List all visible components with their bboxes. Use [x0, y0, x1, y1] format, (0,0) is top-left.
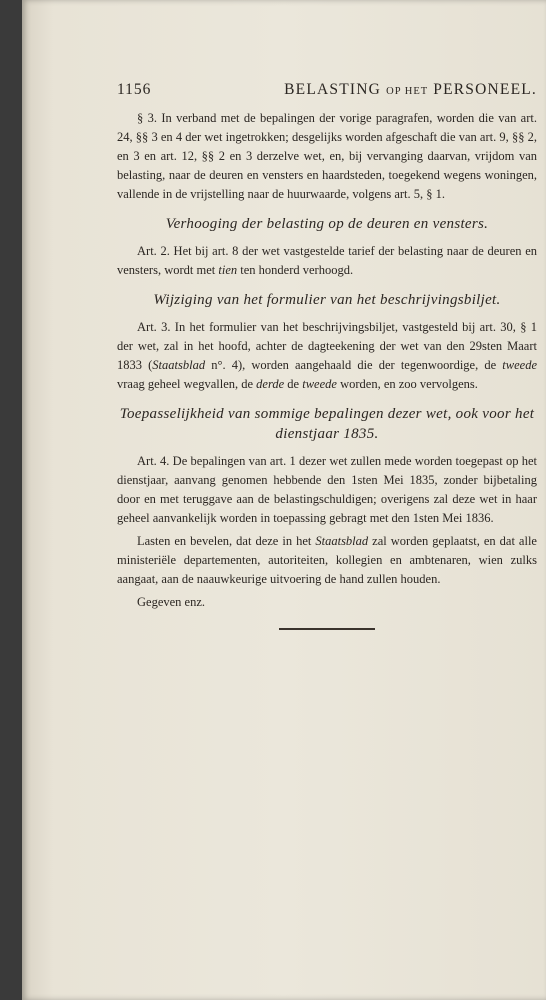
page-number: 1156 — [117, 81, 152, 98]
paragraph-art3: Art. 3. In het formulier van het beschrijvingsbiljet, vastgesteld bij art. 30, § 1 der wet, zal in het hoofd, achter de dagteekening der wet van den 29sten Maart 1833 (Staatsblad n°. 4), worden aangehaald die der tegenwoordige, de tweede vraag geheel wegvallen, de derde de tweede worden, en zoo vervolgens. — [117, 320, 537, 391]
section-heading-1: Verhooging der belasting op de deuren en vensters. — [165, 216, 489, 232]
paragraph-s3: § 3. In verband met de bepalingen der vorige paragrafen, worden die van art. 24, §§ 3 en 4 der wet ingetrokken; desgelijks worden afgeschaft die van art. 9, §§ 2, en 3 en art. 12, §§ 2 en 3 derzelve wet, en, bij vervanging daarvan, vrijdom van belasting, naar de deuren en vensters en haardsteden, toegekend wegens woningen, vallende in de vrijstelling naar de huurwaarde, volgens art. 5, § 1. — [117, 111, 537, 201]
paragraph-lasten: Lasten en bevelen, dat deze in het Staatsblad zal worden geplaatst, en dat alle ministeriële departementen, autoriteiten, kollegien en ambtenaren, wien zulks aangaat, aan de naauwkeurige uitvoering de hand zullen houden. — [117, 534, 537, 586]
paragraph-art2: Art. 2. Het bij art. 8 der wet vastgestelde tarief der belasting naar de deuren en vensters, wordt met tien ten honderd verhoogd. — [117, 244, 537, 277]
section-heading-2: Wijziging van het formulier van het beschrijvingsbiljet. — [153, 292, 501, 308]
closing-rule — [279, 628, 375, 630]
running-title: BELASTING OP HET PERSONEEL. — [284, 81, 537, 98]
page-content — [117, 80, 537, 630]
paragraph-gegeven: Gegeven enz. — [137, 595, 206, 609]
section-heading-3: Toepasselijkheid van sommige bepalingen dezer wet, ook voor het dienstjaar 1835. — [119, 406, 535, 442]
book-page — [22, 0, 546, 1000]
running-header — [117, 80, 537, 101]
paragraph-art4: Art. 4. De bepalingen van art. 1 dezer wet zullen mede worden toegepast op het dienstjaar, aanvang genomen hebbende den 1sten Mei 1835, zonder bijbetaling door en met teruggave aan de belastingschuldigen; overigens zal deze wet in haar geheel aanvankelijk worden in toepassing gebragt met den 1sten Mei 1836. — [117, 454, 537, 525]
